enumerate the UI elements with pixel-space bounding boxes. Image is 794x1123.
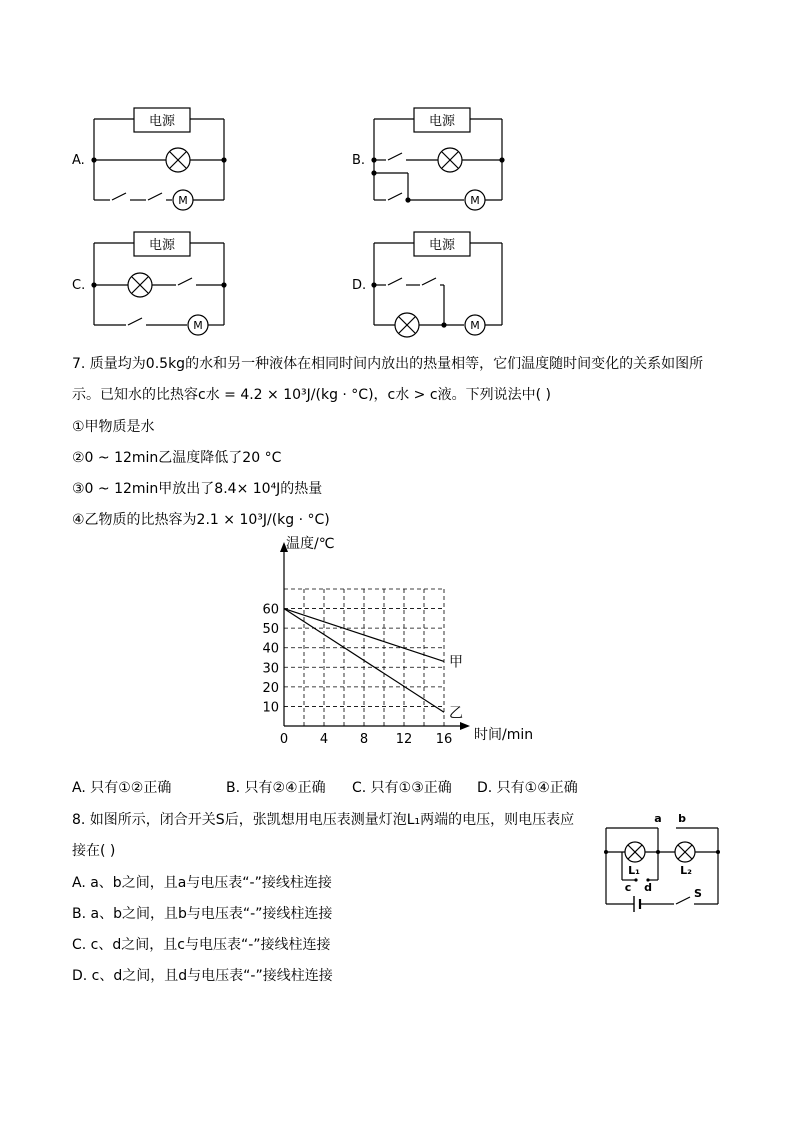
x-tick-label: 12 [395, 732, 413, 747]
q8-label-d: d [644, 881, 652, 894]
chart-series [284, 609, 463, 722]
y-tick-label: 30 [262, 661, 279, 677]
q7-statement-1: ①甲物质是水 [72, 419, 155, 435]
q8-stem-line1: 8. 如图所示，闭合开关S后，张凯想用电压表测量灯泡L₁两端的电压，则电压表应 [72, 812, 575, 828]
option-label-a: A. [72, 153, 85, 168]
power-label-b: 电源 [428, 114, 456, 129]
motor-symbol-b: M [470, 194, 480, 207]
chart-grid [284, 589, 444, 726]
q8-label-a: a [654, 812, 662, 825]
temperature-time-chart [250, 530, 550, 755]
q7-statement-3: ③0 ~ 12min甲放出了8.4× 10⁴J的热量 [72, 481, 323, 497]
q8-option-d[interactable]: D. c、d之间，且d与电压表“-”接线柱连接 [72, 968, 333, 984]
y-tick-label: 20 [262, 680, 279, 696]
q8-option-c[interactable]: C. c、d之间，且c与电压表“-”接线柱连接 [72, 937, 331, 953]
q7-stem-line2: 示。已知水的比热容c水 = 4.2 × 10³J/(kg · °C)，c水 > c液。下列说法中( ) [72, 387, 551, 403]
series-label-jia: 甲 [449, 654, 463, 671]
q8-label-S: S [694, 887, 702, 900]
y-tick-label: 40 [262, 641, 279, 657]
y-tick-label: 50 [262, 622, 279, 638]
q7-statement-2: ②0 ~ 12min乙温度降低了20 °C [72, 450, 282, 466]
q8-stem-line2: 接在( ) [72, 843, 116, 859]
series-label-yi: 乙 [449, 705, 463, 722]
x-tick-label: 16 [435, 732, 453, 747]
x-tick-label: 8 [359, 732, 369, 747]
power-label-d: 电源 [428, 238, 456, 253]
motor-symbol-d: M [470, 319, 480, 332]
option-label-c: C. [72, 278, 86, 293]
option-label-b: B. [352, 153, 366, 168]
q7-statement-4: ④乙物质的比热容为2.1 × 10³J/(kg · °C) [72, 512, 330, 528]
y-tick-label: 10 [262, 700, 279, 716]
q8-label-L1: L₁ [628, 864, 640, 877]
chart-axes [280, 542, 470, 730]
power-label-a: 电源 [148, 114, 176, 129]
y-axis-label: 温度/℃ [286, 536, 335, 552]
q7-stem-line1: 7. 质量均为0.5kg的水和另一种液体在相同时间内放出的热量相等，它们温度随时间变化的关系如图所 [72, 356, 704, 372]
circuit-diagrams [0, 95, 794, 345]
q8-label-b: b [678, 812, 686, 825]
q7-option-d[interactable]: D. 只有①④正确 [477, 780, 578, 796]
q8-option-b[interactable]: B. a、b之间，且b与电压表“-”接线柱连接 [72, 906, 333, 922]
q8-label-L2: L₂ [680, 864, 692, 877]
q8-label-c: c [624, 881, 632, 894]
q8-circuit-diagram [598, 808, 728, 914]
q7-option-b[interactable]: B. 只有②④正确 [226, 780, 326, 796]
x-tick-label: 0 [279, 732, 289, 747]
motor-symbol-c: M [193, 319, 203, 332]
q7-option-c[interactable]: C. 只有①③正确 [352, 780, 452, 796]
motor-symbol-a: M [178, 194, 188, 207]
x-axis-label: 时间/min [474, 727, 534, 743]
power-label-c: 电源 [148, 238, 176, 253]
option-label-d: D. [352, 278, 367, 293]
y-tick-label: 60 [262, 602, 279, 618]
q7-option-a[interactable]: A. 只有①②正确 [72, 780, 172, 796]
x-axis-arrow [460, 722, 470, 730]
q8-option-a[interactable]: A. a、b之间，且a与电压表“-”接线柱连接 [72, 875, 332, 891]
x-tick-label: 4 [319, 732, 329, 747]
